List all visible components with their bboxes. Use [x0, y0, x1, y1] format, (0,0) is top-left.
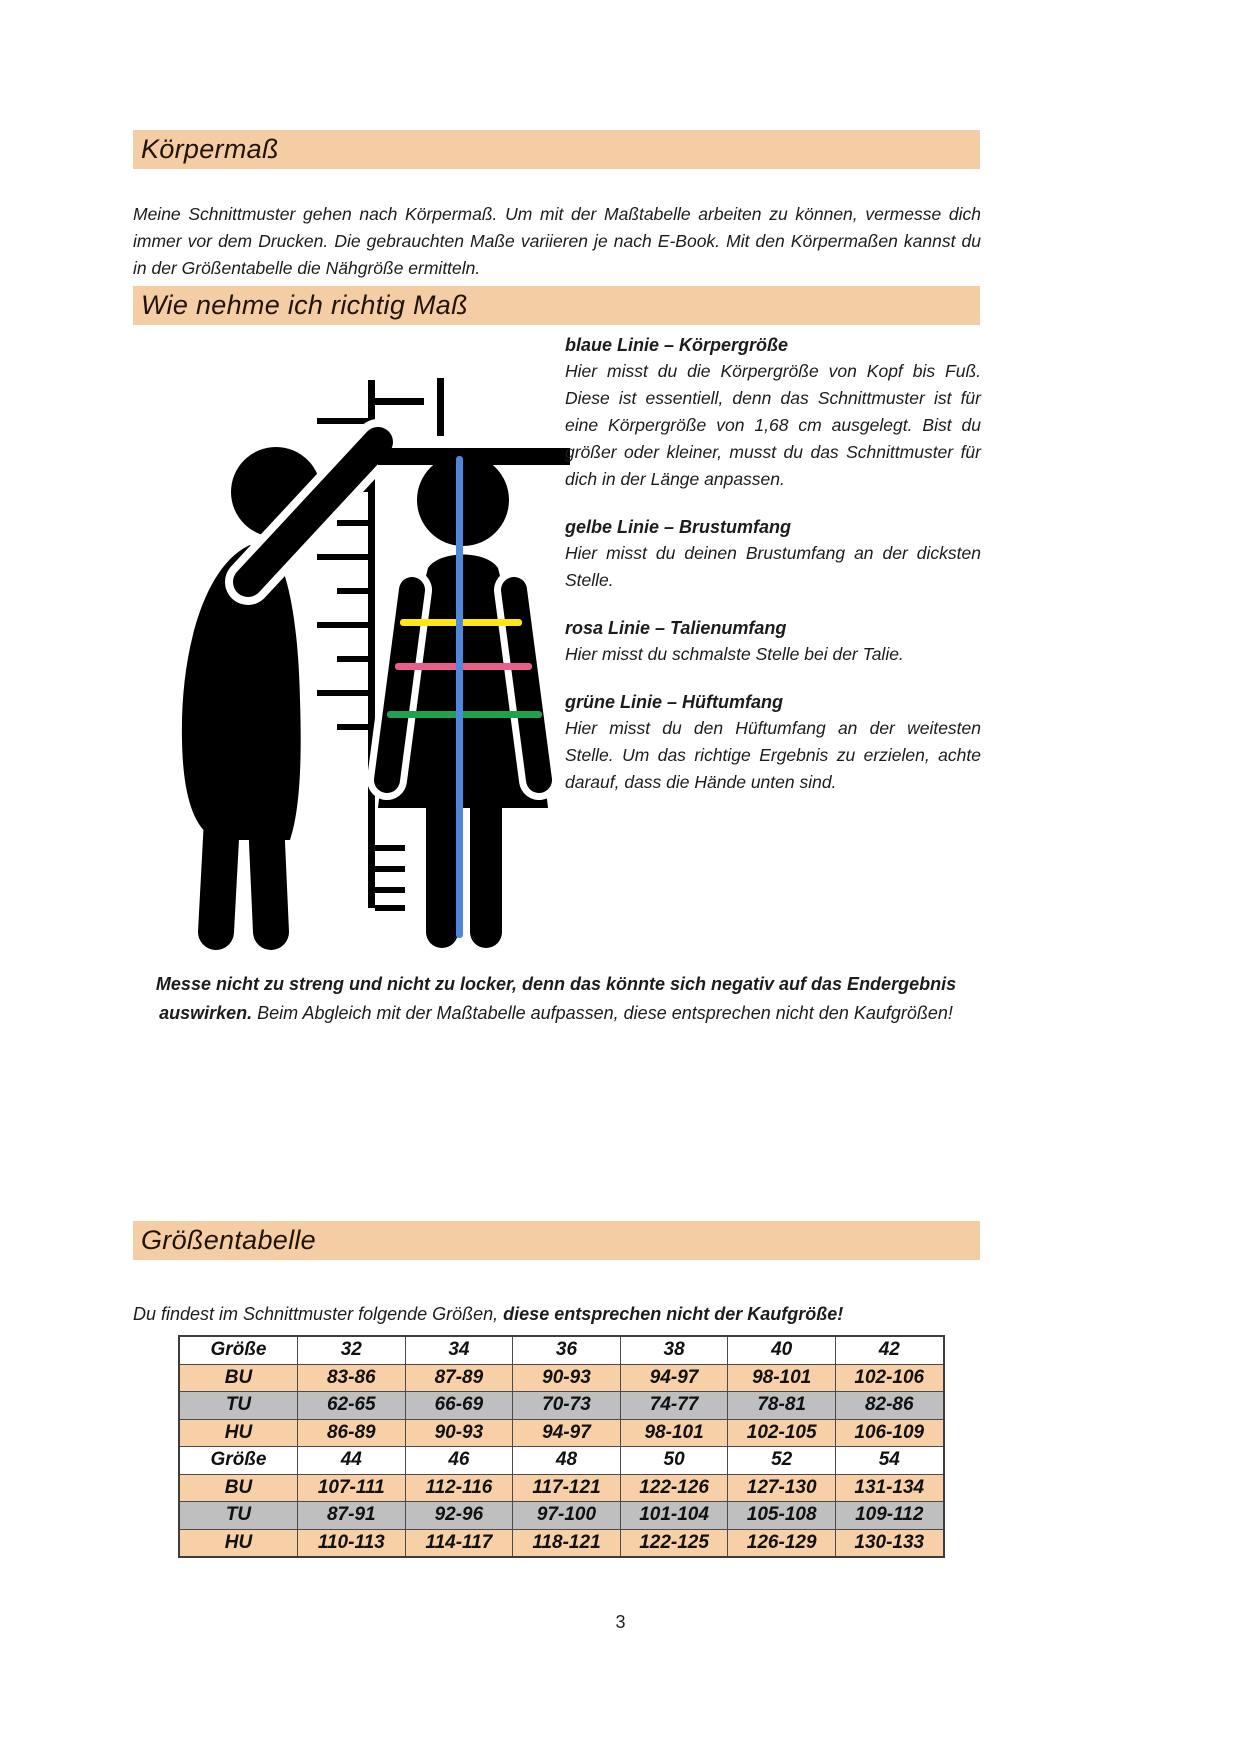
size-table-cell: 101-104: [620, 1502, 728, 1530]
size-table-row-label: TU: [179, 1502, 298, 1530]
size-table-cell: 130-133: [835, 1529, 943, 1557]
size-table-cell: 117-121: [513, 1474, 621, 1502]
size-table-cell: 105-108: [728, 1502, 836, 1530]
line-text: Hier misst du schmalste Stelle bei der Talie.: [565, 644, 904, 664]
size-table-cell: 127-130: [728, 1474, 836, 1502]
size-table-row: [179, 1419, 944, 1447]
measurement-illustration-image: [150, 340, 570, 952]
waist-line-pink: [395, 663, 532, 670]
size-table-cell: 62-65: [298, 1392, 406, 1420]
line-heading: grüne Linie – Hüftumfang: [565, 692, 783, 712]
size-table-cell: 126-129: [728, 1529, 836, 1557]
koerpermass-paragraph: Meine Schnittmuster gehen nach Körpermaß. Um mit der Maßtabelle arbeiten zu können, vermesse dich immer vor dem Drucken. Die gebrauchten Maße variieren je nach E-Book. Mit den Körpermaßen kannst du in der Größentabelle die Nähgröße ermitteln.: [133, 203, 981, 278]
size-table-cell: 98-101: [728, 1364, 836, 1392]
size-table-cell: 118-121: [513, 1529, 621, 1557]
size-table-cell: 52: [728, 1447, 836, 1475]
size-table-cell: 38: [620, 1336, 728, 1364]
size-table-cell: 48: [513, 1447, 621, 1475]
size-table: [178, 1335, 945, 1558]
size-table-cell: 54: [835, 1447, 943, 1475]
size-table-row-label: Größe: [179, 1447, 298, 1475]
line-section-blue: [565, 332, 981, 493]
size-table-cell: 86-89: [298, 1419, 406, 1447]
line-section-green: [565, 689, 981, 796]
size-table-cell: 106-109: [835, 1419, 943, 1447]
size-table-cell: 102-106: [835, 1364, 943, 1392]
page-number: 3: [615, 1612, 626, 1632]
size-table-cell: 40: [728, 1336, 836, 1364]
size-table-cell: 32: [298, 1336, 406, 1364]
hip-line-green: [387, 711, 542, 718]
size-table-row-label: HU: [179, 1529, 298, 1557]
line-section-yellow: [565, 514, 981, 594]
line-heading: rosa Linie – Talienumfang: [565, 618, 787, 638]
size-table-cell: 97-100: [513, 1502, 621, 1530]
size-table-cell: 94-97: [620, 1364, 728, 1392]
size-table-body: [179, 1336, 944, 1557]
size-table-cell: 36: [513, 1336, 621, 1364]
size-table-cell: 98-101: [620, 1419, 728, 1447]
size-table-cell: 87-89: [405, 1364, 513, 1392]
line-explanations: [565, 332, 981, 817]
line-text: Hier misst du deinen Brustumfang an der dicksten Stelle.: [565, 543, 981, 590]
size-table-cell: 107-111: [298, 1474, 406, 1502]
line-text: Hier misst du die Körpergröße von Kopf bis Fuß. Diese ist essentiell, denn das Schnittmuster ist für eine Körpergröße von 1,68 cm ausgelegt. Bist du größer oder kleiner, musst du das Schnittmuster für dich in der Länge anpassen.: [565, 361, 981, 489]
measuring-warning-note: [130, 970, 982, 1028]
size-table-cell: 78-81: [728, 1392, 836, 1420]
size-table-cell: 66-69: [405, 1392, 513, 1420]
size-table-row-label: HU: [179, 1419, 298, 1447]
size-table-cell: 44: [298, 1447, 406, 1475]
section-header-koerpermass: [133, 130, 980, 169]
size-table-cell: 70-73: [513, 1392, 621, 1420]
note-normal-part: Beim Abgleich mit der Maßtabelle aufpassen, diese entsprechen nicht den Kaufgrößen!: [252, 1003, 953, 1023]
size-table-cell: 114-117: [405, 1529, 513, 1557]
size-table-cell: 34: [405, 1336, 513, 1364]
size-table-cell: 90-93: [513, 1364, 621, 1392]
size-table-cell: 112-116: [405, 1474, 513, 1502]
size-table-row: [179, 1502, 944, 1530]
section-header-groessentabelle: [133, 1221, 980, 1260]
size-table-row: [179, 1336, 944, 1364]
section-title: Wie nehme ich richtig Maß: [141, 290, 468, 320]
size-table-cell: 122-126: [620, 1474, 728, 1502]
line-heading: gelbe Linie – Brustumfang: [565, 517, 792, 537]
size-table-row-label: BU: [179, 1474, 298, 1502]
size-table-cell: 46: [405, 1447, 513, 1475]
size-table-cell: 50: [620, 1447, 728, 1475]
size-table-row: [179, 1364, 944, 1392]
size-table-cell: 110-113: [298, 1529, 406, 1557]
size-table-cell: 82-86: [835, 1392, 943, 1420]
intro-bold-part: diese entsprechen nicht der Kaufgröße!: [503, 1304, 844, 1324]
size-table-cell: 109-112: [835, 1502, 943, 1530]
intro-normal-part: Du findest im Schnittmuster folgende Größen,: [133, 1304, 504, 1324]
size-table-row-label: TU: [179, 1392, 298, 1420]
line-heading: blaue Linie – Körpergröße: [565, 335, 789, 355]
size-table-row: [179, 1474, 944, 1502]
line-text: Hier misst du den Hüftumfang an der weitesten Stelle. Um das richtige Ergebnis zu erzielen, achte darauf, dass die Hände unten sind.: [565, 718, 981, 792]
note-bold-part: Messe nicht zu streng und nicht zu locker, denn das könnte sich negativ auf das Endergebnis auswirken.: [155, 974, 957, 1023]
section-header-messen: [133, 286, 980, 325]
height-line-blue: [456, 456, 463, 938]
size-table-row: [179, 1447, 944, 1475]
size-table-cell: 90-93: [405, 1419, 513, 1447]
section-title: Größentabelle: [141, 1225, 316, 1255]
line-section-pink: [565, 615, 981, 668]
size-table-row: [179, 1392, 944, 1420]
section-title: Körpermaß: [141, 134, 279, 164]
size-table-cell: 102-105: [728, 1419, 836, 1447]
size-table-row-label: BU: [179, 1364, 298, 1392]
size-table-cell: 87-91: [298, 1502, 406, 1530]
size-table-cell: 74-77: [620, 1392, 728, 1420]
size-table-cell: 83-86: [298, 1364, 406, 1392]
size-table-intro: [133, 1300, 981, 1329]
size-table-cell: 122-125: [620, 1529, 728, 1557]
measurer-figure-graphic: [182, 442, 378, 932]
size-table-cell: 131-134: [835, 1474, 943, 1502]
size-table-row: [179, 1529, 944, 1557]
size-table-cell: 94-97: [513, 1419, 621, 1447]
size-table-cell: 92-96: [405, 1502, 513, 1530]
size-table-row-label: Größe: [179, 1336, 298, 1364]
size-table-cell: 42: [835, 1336, 943, 1364]
